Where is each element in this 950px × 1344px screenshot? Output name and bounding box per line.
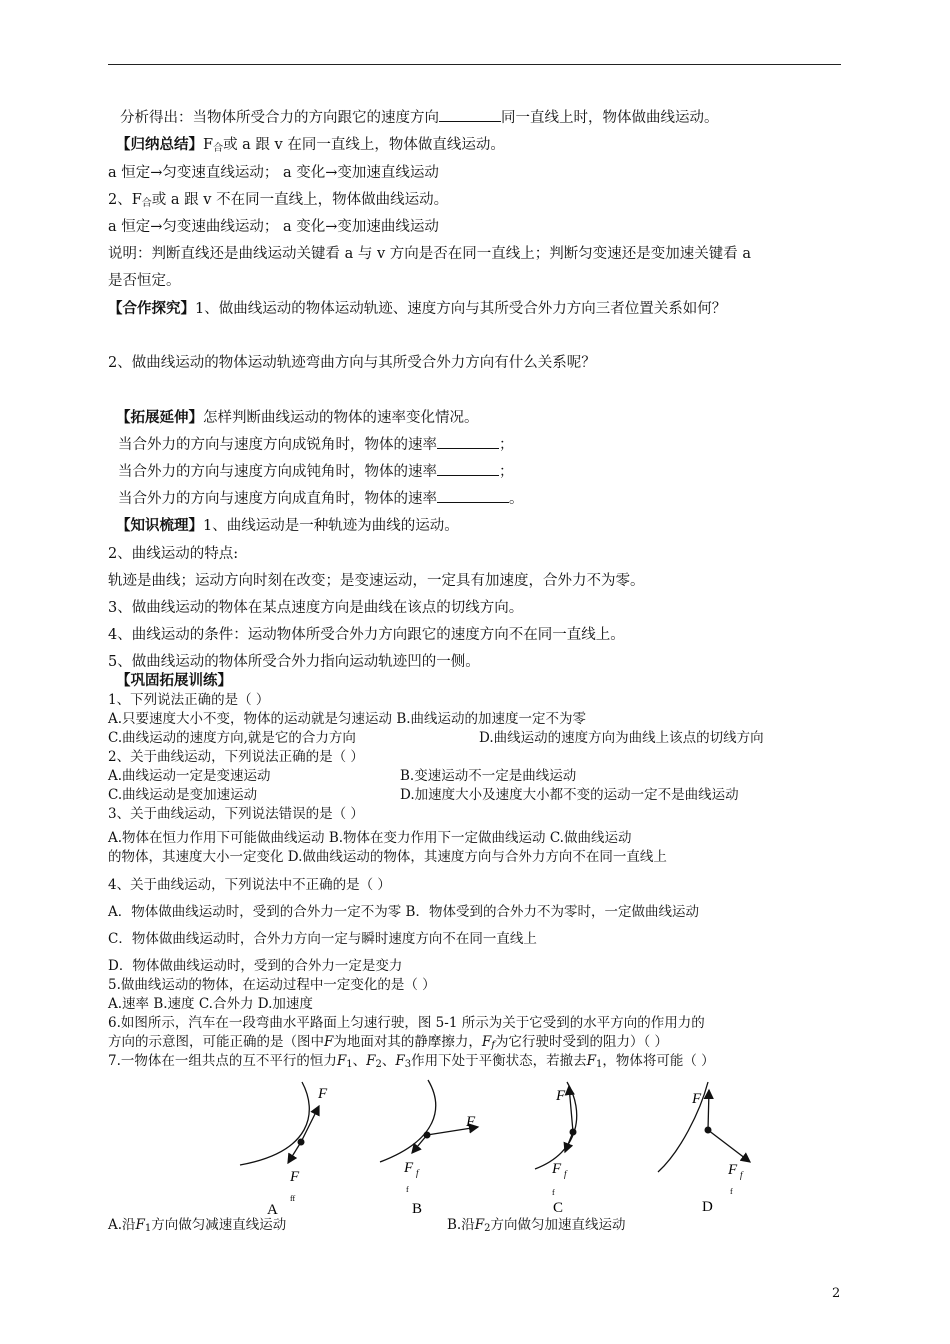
text-line: 5、做曲线运动的物体所受合外力指向运动轨迹凹的一侧。 <box>108 654 480 670</box>
text-line: 2、$F_合$或 a 跟 v 不在同一直线上，物体做曲线运动。 <box>108 192 449 209</box>
label-F: F <box>556 1088 566 1104</box>
label-sub: f <box>552 1188 555 1197</box>
option-line: D．物体做曲线运动时，受到的合外力一定是变力 <box>108 958 403 974</box>
text-line: 说明：判断直线还是曲线运动关键看 a 与 v 方向是否在同一直线上；判断匀变速还是变加速关键看 a <box>108 246 752 262</box>
text-line: a 恒定→匀变速曲线运动； a 变化→变加速曲线运动 <box>108 219 439 235</box>
option-line: A.沿$F_1$方向做匀减速直线运动 <box>108 1217 287 1234</box>
force-diagram-figure <box>230 1072 790 1222</box>
option-line: B.变速运动不一定是曲线运动 <box>400 768 577 784</box>
text-line: 【合作探究】1、做曲线运动的物体运动轨迹、速度方向与其所受合外力方向三者位置关系如何？ <box>108 300 727 317</box>
text-line: 2、做曲线运动的物体运动轨迹弯曲方向与其所受合外力方向有什么关系呢？ <box>108 355 596 371</box>
option-line: C.曲线运动的速度方向,就是它的合力方向 <box>108 730 356 746</box>
label-D: D <box>702 1199 713 1215</box>
text-line: 4、曲线运动的条件：运动物体所受合外力方向跟它的速度方向不在同一直线上。 <box>108 627 625 643</box>
label-F: F <box>466 1114 476 1130</box>
label-F: F <box>318 1086 328 1102</box>
text-line: 轨迹是曲线；运动方向时刻在改变；是变速运动，一定具有加速度，合外力不为零。 <box>108 573 645 589</box>
page-number: 2 <box>832 1286 841 1301</box>
text-line: 当合外力的方向与速度方向成锐角时，物体的速率 ； <box>118 437 514 453</box>
label-sub: f <box>416 1168 419 1178</box>
text-line: 【归纳总结】$F_合$或 a 跟 v 在同一直线上，物体做直线运动。 <box>116 136 505 154</box>
option-line: A.只要速度大小不变，物体的运动就是匀速运动 B.曲线运动的加速度一定不为零 <box>108 711 587 727</box>
text-line: 【拓展延伸】怎样判断曲线运动的物体的速率变化情况。 <box>116 409 479 426</box>
question-6: 6.如图所示，汽车在一段弯曲水平路面上匀速行驶，图 5-1 所示为关于它受到的水平方向的作用力的 <box>108 1015 705 1031</box>
option-line: 的物体，其速度大小一定变化 D.做曲线运动的物体，其速度方向与合外力方向不在同一直线上 <box>108 849 667 865</box>
question-5: 5.做曲线运动的物体，在运动过程中一定变化的是（ ） <box>108 977 436 993</box>
option-line: D.曲线运动的速度方向为曲线上该点的切线方向 <box>479 730 764 746</box>
diagram-c <box>535 1082 577 1216</box>
question-7: 7.一物体在一组共点的互不平行的恒力$F_1$、$F_2$、$F_3$作用下处于平衡状态，若撤去$F_1$，物体将可能（ ） <box>108 1053 715 1070</box>
label-sub: f <box>406 1185 409 1194</box>
text-line: 是否恒定。 <box>108 273 181 289</box>
text-line: 当合外力的方向与速度方向成钝角时，物体的速率 ； <box>118 464 514 480</box>
question-6-cont: 方向的示意图，可能正确的是（图中F为地面对其的静摩擦力，$F_f$为它行驶时受到的阻力）（ ） <box>108 1034 668 1051</box>
diagram-d <box>658 1082 760 1215</box>
label-sub: f <box>740 1170 743 1180</box>
label-Ff: F <box>552 1161 562 1177</box>
label-sub: ff <box>290 1194 296 1203</box>
text-line: 【知识梳理】1、曲线运动是一种轨迹为曲线的运动。 <box>116 517 459 534</box>
question-3: 3、关于曲线运动，下列说法错误的是（ ） <box>108 806 364 822</box>
label-sub: f <box>564 1169 567 1179</box>
option-line: B.沿$F_2$方向做匀加速直线运动 <box>447 1217 626 1234</box>
text-line: 分析得出：当物体所受合力的方向跟它的速度方向 同一直线上时，物体做曲线运动。 <box>120 110 719 126</box>
label-Ff: F <box>404 1160 414 1176</box>
label-Ff: F <box>290 1169 300 1185</box>
text-line: a 恒定→匀变速直线运动； a 变化→变加速直线运动 <box>108 165 439 181</box>
label-A: A <box>267 1202 278 1218</box>
text-line: 当合外力的方向与速度方向成直角时，物体的速率 。 <box>118 491 524 507</box>
label-B: B <box>412 1201 423 1217</box>
option-line: A.曲线运动一定是变速运动 <box>108 768 271 784</box>
option-line: A．物体做曲线运动时，受到的合外力一定不为零 B．物体受到的合外力不为零时，一定做曲线运动 <box>108 904 699 920</box>
section-heading: 【巩固拓展训练】 <box>116 672 232 689</box>
option-line: A.速率 B.速度 C.合外力 D.加速度 <box>108 996 313 1012</box>
text-line: 3、做曲线运动的物体在某点速度方向是曲线在该点的切线方向。 <box>108 600 524 616</box>
label-F: F <box>692 1091 702 1107</box>
diagram-b <box>380 1080 478 1217</box>
question-4: 4、关于曲线运动，下列说法中不正确的是（ ） <box>108 877 391 893</box>
option-line: C.曲线运动是变加速运动 <box>108 787 258 803</box>
label-C: C <box>553 1200 564 1216</box>
text-line: 2、曲线运动的特点: <box>108 546 239 562</box>
question-1: 1、下列说法正确的是（ ） <box>108 692 270 708</box>
diagram-a <box>240 1082 328 1218</box>
option-line: D.加速度大小及速度大小都不变的运动一定不是曲线运动 <box>400 787 739 803</box>
label-sub: f <box>730 1187 733 1196</box>
option-line: C．物体做曲线运动时，合外力方向一定与瞬时速度方向不在同一直线上 <box>108 931 537 947</box>
label-Ff: F <box>728 1162 738 1178</box>
header-rule <box>108 64 841 65</box>
option-line: A.物体在恒力作用下可能做曲线运动 B.物体在变力作用下一定做曲线运动 C.做曲线运动 <box>108 830 632 846</box>
question-2: 2、关于曲线运动，下列说法正确的是（ ） <box>108 749 364 765</box>
